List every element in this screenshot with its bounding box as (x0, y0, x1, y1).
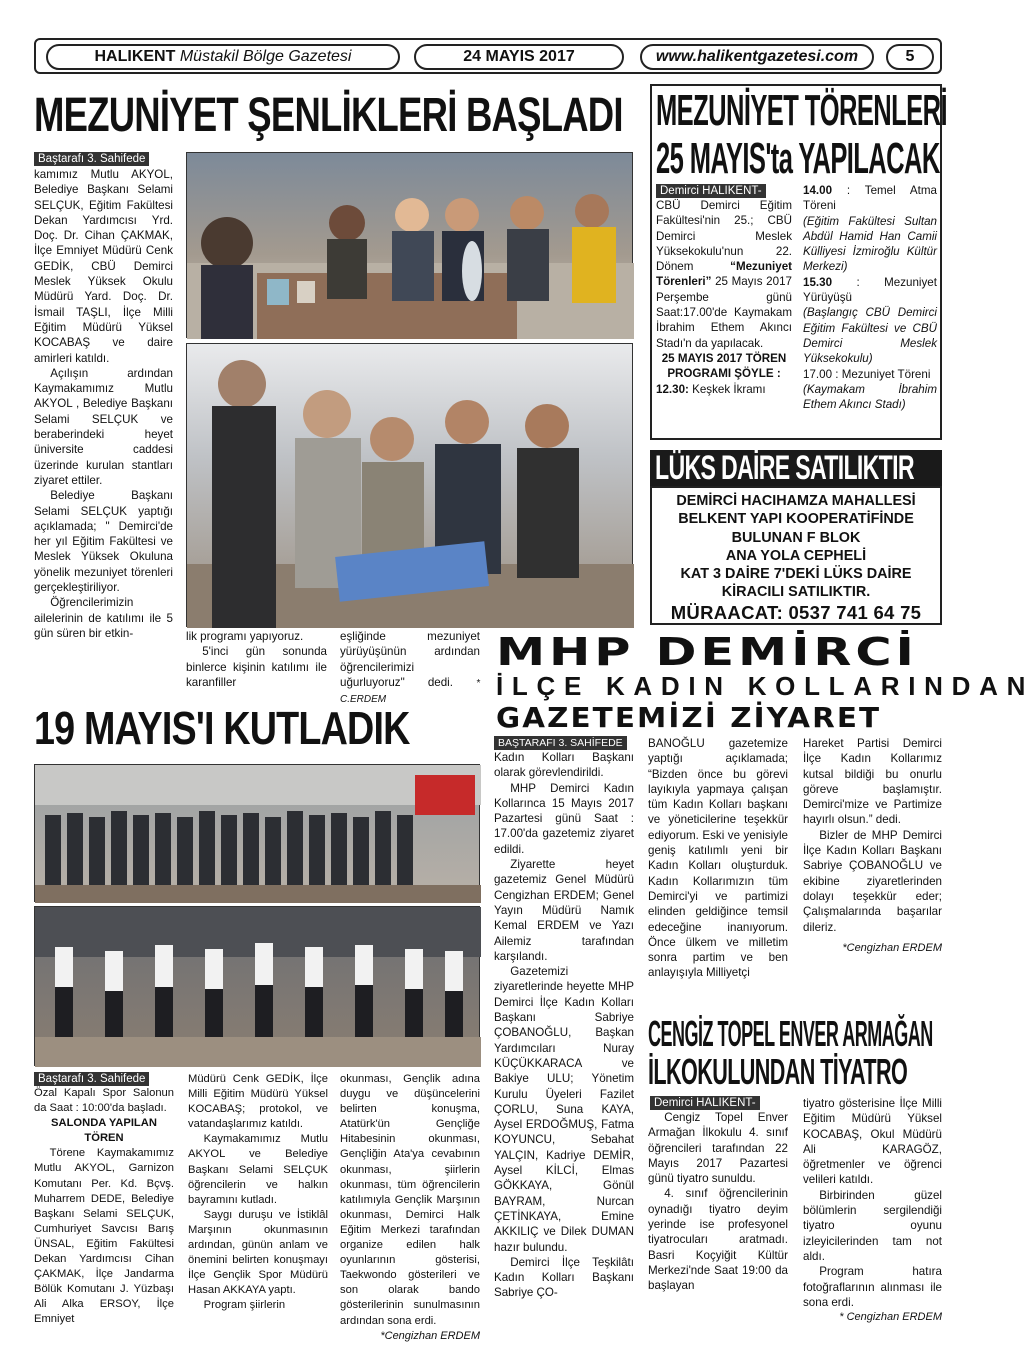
ceremony-title-2: 25 MAYIS'ta YAPILACAK (656, 134, 940, 183)
article2-subheading: SALONDA YAPILAN TÖREN (51, 1117, 157, 1145)
protocol-row-illustration (35, 765, 481, 903)
article1-byline: * C.ERDEM (340, 677, 480, 706)
issue-date: 24 MAYIS 2017 (463, 48, 575, 65)
article1-continued-badge: Baştarafı 3. Sahifede (34, 152, 149, 166)
article3-continued-badge: BAŞTARAFI 3. SAHİFEDE (494, 736, 627, 750)
article2-photo-bottom (34, 906, 480, 1066)
exhibition-stand-illustration (187, 153, 634, 339)
article2-continued-badge: Baştarafı 3. Sahifede (34, 1072, 149, 1086)
brand-pill (46, 44, 400, 70)
article3-headline-1: MHP DEMİRCİ (496, 630, 918, 674)
article4-headline-2: İLKOKULUNDAN TİYATRO (648, 1051, 908, 1092)
article2-photo-top (34, 764, 480, 902)
officials-at-stand-illustration (187, 344, 634, 628)
ceremony-column-2: 14.00 : Temel Atma Töreni (Eğitim Fakültesi Sultan Abdül Hamid Han Camii Külliyesi İzmiroğlu Kültür Merkezi) 15.30 : Mezuniyet Yürüyüşü (Başlangıç CBÜ Demirci Eğitim Fakültesi ve CBÜ Demirci Meslek Yüksekokulu) 17.00 : Mezuniyet Töreni (Kaymakam İbrahim Ethem Akıncı Stadı) (803, 184, 937, 412)
article4-headline-1: CENGİZ TOPEL ENVER ARMAĞAN (648, 1013, 933, 1054)
article3-headline-3: GAZETEMİZİ ZİYARET (496, 701, 882, 734)
ceremony-column-1: CBÜ Demirci Eğitim Fakültesi'nin 25.; CBÜ Demirci Meslek Yüksekokulu'nun 22. Dönem “Mezuniyet Törenleri” 25 Mayıs 2017 Perşembe günü Saat:17.00'de Kaymakam İbrahim Ethem Akıncı Stadı'n da yapılacak. 25 MAYIS 2017 TÖREN PROGRAMI ŞÖYLE : 12.30: Keşkek İkramı (656, 199, 792, 396)
date-pill (414, 44, 624, 70)
apartment-ad-title: LÜKS DAİRE SATILIKTIR (655, 449, 914, 487)
folk-dance-illustration (35, 907, 481, 1067)
site-pill[interactable] (640, 44, 874, 70)
article3-byline: *Cengizhan ERDEM (842, 941, 942, 954)
article2-column-3: okunması, Gençlik adına duygu ve düşüncelerini belirten konuşma, Atatürk'ün Gençliğe Hitabesinin okunması, Gençliğin Ata'ya cevabının okunması, şiirlerin okunması, tüm öğrencilerin katılımıyla Gençlik Marşının okunması, Demirci Halk Eğitim Merkezi tarafından organize edilen halk oyunlarının gösterisi, Taekwondo gösterileri ve son olarak bando gösterilerinin sunulmasının ardından sona erdi. *Cengizhan ERDEM (340, 1072, 480, 1326)
ceremony-title-1: MEZUNİYET TÖRENLERİ (656, 86, 947, 135)
article1-column-3: eşliğinde mezuniyet yürüyüşünün ardından öğrencilerimizi uğurluyoruz" dedi. * C.ERDEM (340, 630, 480, 706)
website-link[interactable]: www.halikentgazetesi.com (655, 48, 859, 65)
apartment-ad-body: DEMİRCİ HACIHAMZA MAHALLESİ BELKENT YAPI KOOPERATİFİNDE BULUNAN F BLOK ANA YOLA CEPHELİ KAT 3 DAİRE 7'DEKİ LÜKS DAİRE KİRACILI SATILIKTIR. MÜRAACAT: 0537 741 64 75 (650, 486, 942, 625)
program-title: 25 MAYIS 2017 TÖREN PROGRAMI ŞÖYLE : (661, 351, 787, 381)
article1-photo-top (186, 152, 633, 338)
article4-source-badge: Demirci HALIKENT- (650, 1096, 760, 1110)
brand-name: HALIKENT (94, 48, 176, 65)
article2-headline: 19 MAYIS'I KUTLADIK (34, 702, 410, 754)
masthead-bar (34, 38, 942, 74)
article3-column-1: Kadın Kolları Başkanı olarak görevlendirildi. MHP Demirci Kadın Kollarınca 15 Mayıs 2017 Pazartesi günü Saat : 17.00'da gazetemiz ziyaret edildi. Ziyarette heyet gazetemiz Genel Müdürü Cengizhan ERDEM; Genel Yayın Müdürü Namık Kemal ERDEM ve Yazı Ailemiz tarafından karşılandı. Gazetemizi ziyaretlerinde heyette MHP Demirci İlçe Kadın Kolları Başkanı Sabriye ÇOBANOĞLU, Başkan Yardımcıları Nuray KÜÇÜKKARACA ve Bakiye ULU; Yönetim Kurulu Üyeleri Fazilet ÇORLU, Suna KAYA, Aysel ERDOĞMUŞ, Fatma KOYUNCU, Sebahat YALÇIN, Kadriye DEMİR, Aysel KİLCİ, Elmas GÖKKAYA, Gönül BAYRAM, Nurcan ÇETİNKAYA, Emine AKKILIÇ ve Dilek DUMAN hazır bulundu. Demirci İlçe Teşkilâtı Kadın Kolları Başkanı Sabriye ÇO- (494, 751, 634, 1300)
article4-column-2: tiyatro gösterisine İlçe Milli Eğitim Müdürü Yüksel KOCABAŞ, Okul Müdürü Ali KARAGÖZ, öğretmenler ve öğrenci velileri katıldı. Birbirinden güzel bölümlerin sergilendiği tiyatro oyunu izleyicilerinden tam not aldı. Program hatıra fotoğraflarının alınması ile sona erdi. * Cengizhan ERDEM (803, 1096, 942, 1332)
article3-headline-2: İLÇE KADIN KOLLARINDAN (496, 671, 1034, 701)
article4-byline: * Cengizhan ERDEM (839, 1311, 942, 1324)
article2-column-2: Müdürü Cenk GEDİK, İlçe Milli Eğitim Müdürü Yüksel KOCABAŞ; protokol, ve vatandaşlarımız katıldı. Kaymakamımız Mutlu AKYOL ve Belediye Başkanı Selami SELÇUK öğrencilerin ve halkın bayramını kutladı. Saygı duruşu ve İstiklâl Marşının okunmasının ardından, günün anlam ve önemini belirten konuşmayı İlçe Gençlik Spor Müdürü Hasan AKKAYA yaptı. Program şiirlerin (188, 1073, 328, 1312)
article4-column-1: Cengiz Topel Enver Armağan İlkokulu 4. sınıf öğrencileri tarafından 22 Mayıs 2017 Pazartesi günü tiyatro sunuldu. 4. sınıf öğrencilerinin oynadığı tiyatro deyim yerinde ise profesyonel tiyatrocuları aratmadı. Basri Koçyiğit Kültür Merkezi'nde Saat 19:00 da başlayan (648, 1111, 788, 1293)
page-number-pill (886, 44, 934, 70)
article2-column-1: Özal Kapalı Spor Salonun da Saat : 10:00'da başladı. SALONDA YAPILAN TÖREN Törene Kaymakamımız Mutlu AKYOL, Garnizon Komutanı Per. Kd. Bçvş. Muharrem DEDE, Belediye Başkanı Selami SELÇUK, Cumhuriyet Savcısı Barış ÜNSAL, Eğitim Fakültesi Dekan Yardımcısı Cihan ÇAKMAK, İlçe Jandarma Bölük Komutanı J. Yüzbaşı Ali Alka ERSOY, İlçe Emniyet (34, 1087, 174, 1326)
article1-headline: MEZUNİYET ŞENLİKLERİ BAŞLADI (34, 89, 623, 142)
article3-column-3: Hareket Partisi Demirci İlçe Kadın Kollarımız kutsal bildiği bu onurlu göreve başlamıştır. Demirci'mize ve Partimize hayırlı olsun.” dedi. Bizler de MHP Demirci İlçe Kadın Kolları Başkanı Sabriye ÇOBANOĞLU ve ekibine ziyaretlerinden dolayı teşekkür eder; Çalışmalarında başarılar dileriz. *Cengizhan ERDEM (803, 736, 942, 1008)
article2-byline: *Cengizhan ERDEM (380, 1329, 480, 1342)
page-number: 5 (905, 48, 915, 65)
brand-subtitle: Müstakil Bölge Gazetesi (179, 48, 352, 65)
ceremony-source-badge: Demirci HALIKENT- (656, 184, 766, 198)
apartment-ad-contact: MÜRAACAT: 0537 741 64 75 (670, 601, 922, 623)
article1-photo-bottom (186, 343, 633, 627)
article3-column-2: BANOĞLU gazetemize yaptığı açıklamada; “Bizden önce bu görevi layıkıyla yapmaya çalışan tüm Kadın Kolları başkanı ve yöneticilerine teşekkür ediyorum. Eski ve yenisiyle geniş katılımlı yeni bir Kadın Kolları oluşturduk. Kadın Kollarımızın tüm Demirci'yi ve partimizi elinden geldiğince temsil edeceğine inanıyorum. Önce ülkem ve milletim sonra partim ve ben anlayışıyla Milliyetçi (648, 737, 788, 980)
article1-column-1: kamımız Mutlu AKYOL, Belediye Başkanı Selami SELÇUK, Eğitim Fakültesi Dekan Yardımcısı Yrd. Doç. Dr. Cihan ÇAKMAK, İlçe Emniyet Müdürü Cenk GEDİK, CBÜ Demirci Meslek Yüksek Okulu Müdürü Yard. Doç. Dr. İsmail TAŞLI, İlçe Milli Eğitim Müdürü Yüksel KOCABAŞ ve daire amirleri katıldı. Açılışın ardından Kaymakamımız Mutlu AKYOL , Belediye Başkanı Selami SELÇUK ve beraberindeki heyet üniversite caddesi üzerinde kurulan stantları ziyaret ettiler. Belediye Başkanı Selami SELÇUK yaptığı açıklamada; " Demirci'de her yıl Eğitim Fakültesi ve Meslek Yüksek Okuluna yönelik mezuniyet törenleri gerçekleştiriliyor. Öğrencilerimizin ailelerinin de katılımı ile 5 gün süren bir etkin- (34, 168, 173, 640)
article1-column-2: lik programı yapıyoruz. 5'inci gün sonunda binlerce kişinin katılımı ile karanfiller (186, 630, 327, 689)
